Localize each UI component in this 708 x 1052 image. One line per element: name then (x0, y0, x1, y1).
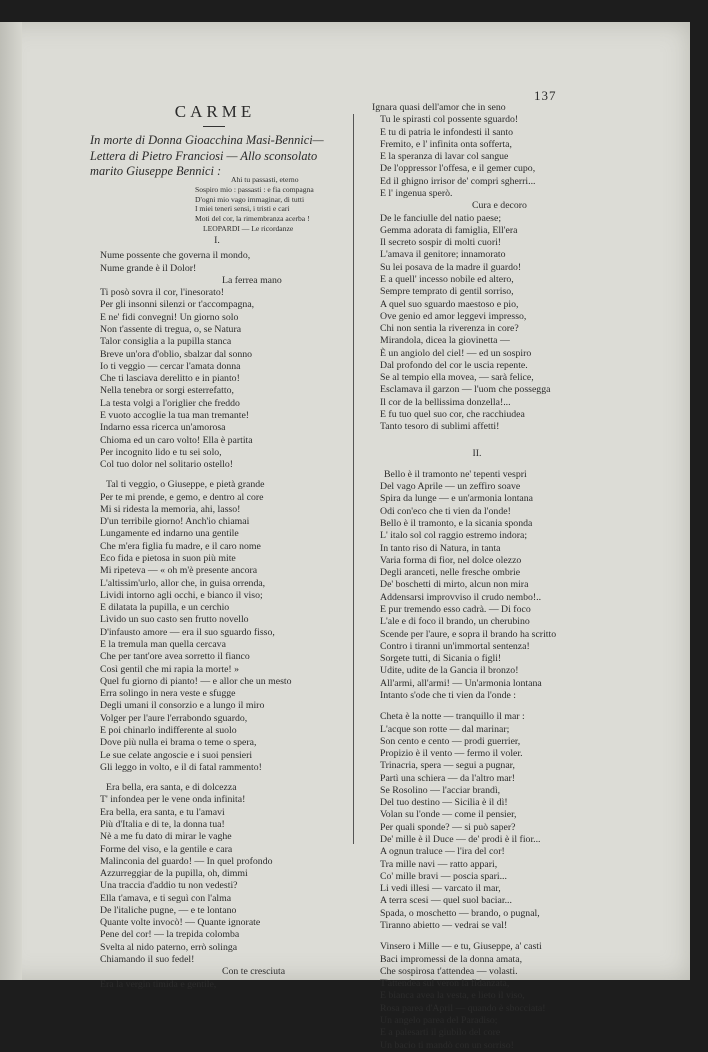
verse-line: T'attendea sul veron la fidanzata, (380, 978, 510, 990)
page-fold (0, 22, 22, 980)
verse-line: A terra scesi — quel suol baciar... (380, 895, 512, 907)
verse-line: Dal profondo del cor le uscia repente. (380, 359, 528, 371)
newspaper-page (0, 22, 690, 1051)
section-heading: II. (472, 447, 482, 459)
verse-line: Spada, o moschetto — brando, o pugnal, (380, 907, 540, 919)
verse-line: Col tuo dolor nel solitario ostello! (100, 459, 234, 471)
verse-line: Del vago Aprile — un zeffiro soave (380, 481, 521, 493)
verse-line: Partì una schiera — da l'altro mar! (380, 772, 516, 784)
verse-line: L'altissim'urlo, allor che, in guisa orrenda, (100, 577, 266, 589)
verse-line: Se Rosolino — l'acciar brandì, (380, 784, 501, 796)
dedication-line: In morte di Donna Gioacchina Masi-Bennici— (90, 133, 324, 147)
verse-line: Ed il ghigno irrisor de' compri sgherri... (380, 175, 536, 187)
verse-line: Un angelo parea del Paradiso; (380, 1014, 498, 1026)
verse-line: Tra mille navi — ratto appari, (380, 858, 498, 870)
verse-line: Era la vergin timida e gentile, (100, 978, 217, 990)
verse-line: A quel suo sguardo maestoso e pio, (380, 298, 519, 310)
verse-line: Indarno essa ricerca un'amorosa (100, 422, 226, 434)
left-column (92, 235, 342, 991)
verse-line: E l' ingenua sperò. (380, 187, 453, 199)
verse-line: La ferrea mano (222, 274, 282, 286)
verse-line: Così gentil che mi rapia la morte! » (100, 663, 240, 675)
verse-line: Volan su l'onde — come il pensier, (380, 809, 517, 821)
verse-line: Con te cresciuta (222, 966, 286, 978)
verse-line: L' italo sol col raggio estremo indora; (380, 530, 528, 542)
verse-line: D'infausto amore — era il suo sguardo fisso, (100, 626, 275, 638)
verse-line: Per te mi prende, e gemo, e dentro al core (100, 491, 264, 503)
verse-line: Gemma adorata di famiglia, Ell'era (380, 224, 518, 236)
verse-line: Degli umani il consorzio e a lungo il miro (100, 700, 265, 712)
verse-line: Era bella, era santa, e tu l'amavi (100, 806, 225, 818)
verse-line: Co' mille bravi — poscia spari... (380, 870, 507, 882)
verse-line: Chiamando il suo fedel! (100, 954, 195, 966)
verse-line: Scende per l'aure, e sopra il brando ha scritto (380, 628, 557, 640)
verse-line: Che sospirosa t'attendea — volasti. (380, 965, 518, 977)
verse-line: Nume grande è il Dolor! (100, 262, 197, 274)
verse-line: Svelta al nido paterno, errò solinga (100, 941, 238, 953)
verse-line: Che per tant'ore avea sorretto il fianco (100, 651, 250, 663)
verse-line: E vuoto accoglie la tua man tremante! (100, 409, 250, 421)
verse-line: E a quell' incesso nobile ed altero, (380, 273, 514, 285)
verse-line: Spira da lunge — e un'armonia lontana (380, 493, 534, 505)
verse-line: De' boschetti di mirto, alcun non mira (380, 579, 529, 591)
verse-line: Vinsero i Mille — e tu, Giuseppe, a' casti (380, 941, 542, 953)
verse-line: Bello è il tramonto ne' tepenti vespri (384, 468, 527, 480)
verse-line: Una traccia d'addio tu non vedesti? (100, 880, 238, 892)
verse-line: Tu le spirasti col possente sguardo! (380, 114, 519, 126)
right-column (372, 102, 582, 1052)
verse-line: Chi non sentia la riverenza in core? (380, 323, 519, 335)
verse-line: E la tremula man quella cercava (100, 639, 226, 650)
verse-line: E fu tuo quel suo cor, che racchiudea (380, 409, 525, 421)
verse-line: Pene del cor! — la trepida colomba (100, 929, 240, 941)
verse-line: E pur tremendo esso cadrà. — Di foco (380, 603, 531, 615)
verse-line: De' mille è il Duce — de' prodi è il fior... (380, 834, 541, 846)
verse-line: Tanto tesoro di sublimi affetti! (380, 421, 500, 433)
verse-line: Per gli insonni silenzi or t'accompagna, (100, 299, 255, 311)
verse-line: Più d'Italia e di te, la donna tua! (100, 818, 225, 830)
verse-line: D'un terribile giorno! Anch'io chiamai (100, 516, 250, 528)
verse-line: Su lei posava de la madre il guardo! (380, 261, 522, 273)
verse-line: Cheta è la notte — tranquillo il mar : (380, 711, 525, 723)
verse-line: Ignara quasi dell'amor che in seno (372, 102, 506, 113)
verse-line: Le sue celate angoscie e i suoi pensieri (100, 749, 253, 761)
verse-line: De l'oppressor l'offesa, e il gemer cupo, (380, 163, 536, 175)
verse-line: Lividi intorno agli occhi, e bianco il viso; (100, 589, 263, 601)
stanza (92, 782, 342, 991)
epigraph-line: Sospiro mio : passasti : e fia compagna (195, 184, 314, 194)
verse-line: De l'italiche pugne, — e te lontano (100, 904, 237, 916)
verse-line: Contro i tiranni un'immortal sentenza! (380, 640, 530, 652)
verse-line: Esclamava il garzon — l'uom che possegga (380, 384, 551, 396)
verse-line: Azzurreggiar de la pupilla, oh, dimmi (100, 868, 248, 880)
verse-line: Addensarsi improvviso il crudo nembo!.. (380, 591, 542, 603)
epigraph-line: I miei teneri sensi, i tristi e cari (195, 204, 290, 214)
verse-line: Propizio è il vento — fermo il voler. (380, 748, 523, 760)
verse-line: E ne' fidi convegni! Un giorno solo (100, 311, 239, 323)
verse-line: Degli aranceti, nelle fresche ombrie (380, 567, 521, 579)
verse-line: De le fanciulle del natio paese; (380, 212, 502, 224)
column-divider (353, 114, 354, 844)
verse-line: T' infondea per le vene onda infinita! (100, 794, 246, 806)
verse-line: Mi ripeteva — « oh m'è presente ancora (100, 565, 258, 577)
verse-line: Per quali sponde? — si può saper? (380, 821, 516, 833)
verse-line: Io ti veggio — cercar l'amata donna (100, 360, 241, 372)
stanza (92, 250, 342, 471)
verse-line: Ella t'amava, e ti seguì con l'alma (100, 892, 232, 904)
verse-line: Sorgete tutti, di Sicania o figli! (380, 653, 502, 665)
dedication-line: Lettera di Pietro Franciosi — Allo sconsolato (90, 148, 318, 163)
verse-line: Bello è il tramonto, e la sicania sponda (380, 518, 533, 529)
epigraph-source: LEOPARDI — Le ricordanze (203, 223, 294, 233)
verse-line: Del tuo destino — Sicilia è il dì! (380, 797, 508, 809)
verse-line: E tu di patria le infondesti il santo (380, 126, 514, 138)
verse-line: Mi si ridesta la memoria, ahi, lasso! (100, 503, 241, 515)
verse-line: Era bella, era santa, e di dolcezza (106, 782, 237, 794)
verse-line: Per incognito lido e tu sei solo, (100, 446, 222, 458)
verse-line: Nella tenebra or sorgi esterrefatto, (100, 385, 234, 397)
verse-line: E a palesarti il giubilo del core (380, 1027, 501, 1039)
verse-line: È un angiolo del ciel! — ed un sospiro (380, 347, 532, 359)
verse-line: Lìvido un suo casto sen frutto novello (100, 614, 249, 626)
verse-line: Lungamente ed indarno una gentile (100, 528, 239, 540)
verse-line: L'ale e di foco il brando, un cherubino (380, 616, 530, 628)
verse-line: Non t'assente di tregua, o, se Natura (100, 323, 242, 335)
verse-line: Tiranno abietto — vedrai se val! (380, 920, 508, 931)
title-rule (203, 126, 225, 127)
epigraph-line: D'ogni mio vago immaginar, di tutti (195, 194, 305, 204)
verse-line: Varia forma di fior, nel dolce olezzo (380, 554, 522, 566)
stanza (372, 711, 582, 932)
verse-line: L'acque son rotte — dal marinar; (380, 723, 510, 735)
epigraph-line: Ahi tu passasti, eterno (231, 175, 299, 184)
verse-line: Rosa parea d'April — quando è sbocciata! (380, 1002, 546, 1014)
verse-line: La testa volgi a l'origlier che freddo (100, 397, 240, 409)
verse-line: Intanto s'ode che ti vien da l'onde : (380, 689, 517, 701)
verse-line: Nè a me fu dato di mirar le vaghe (100, 831, 232, 843)
epigraph (195, 175, 345, 234)
verse-line: Chioma ed un caro volto! Ella è partita (100, 434, 253, 446)
verse-line: E dilatata la pupilla, e un cerchio (100, 602, 230, 614)
verse-line: Volger per l'aure l'errabondo sguardo, (100, 712, 248, 724)
verse-line: Erra solingo in nera veste e sfugge (100, 688, 236, 700)
verse-line: Tal ti veggio, o Giuseppe, e pietà grande (106, 479, 265, 491)
verse-line: Quante volte invocò! — Quante ignorate (100, 917, 261, 929)
verse-line: Gli leggo in volto, e il di fatal rammento! (100, 761, 262, 773)
verse-line: Eco fida e pietosa in suon più mite (100, 553, 236, 565)
verse-line: Trinacria, spera — segui a pugnar, (380, 760, 516, 772)
verse-line: Il cor de la bellissima donzella!... (380, 396, 511, 408)
verse-line: Il secreto sospir di molti cuori! (380, 237, 502, 249)
verse-line: E poi chinarlo indifferente al suolo (100, 724, 237, 736)
stanza (372, 102, 582, 434)
page-number: 137 (534, 88, 557, 103)
verse-line: Sempre temprato di gentil sorriso, (380, 286, 514, 298)
verse-line: Baci impromessi de la donna amata, (380, 953, 523, 965)
stanza (92, 479, 342, 774)
dedication-line: marito Giuseppe Bennici : (90, 164, 222, 178)
dedication (90, 133, 350, 180)
verse-line: Son cento e cento — prodi guerrier, (380, 735, 521, 747)
verse-line: Breve un'ora d'oblio, sbalzar dal sonno (100, 348, 253, 360)
verse-line: L'amava il genitore; innamorato (380, 249, 506, 261)
verse-line: In tanto riso di Natura, in tanta (380, 542, 501, 554)
verse-line: Quel fu giorno di pianto! — e allor che un mesto (100, 675, 292, 687)
verse-line: Odi con'eco che ti vien da l'onde! (380, 505, 511, 517)
verse-line: Che ti lasciava derelitto e in pianto! (100, 373, 240, 385)
verse-line: Nume possente che governa il mondo, (100, 250, 251, 262)
verse-line: Li vedi illesi — varcato il mar, (380, 883, 501, 895)
verse-line: Fremito, e l' infinita onta sofferta, (380, 138, 512, 150)
verse-line: Malinconia del guardo! — In quel profondo (100, 855, 273, 867)
poem-title: CARME (174, 102, 256, 121)
stanza (372, 941, 582, 1052)
verse-line: Udite, udite de la Gancia il bronzo! (380, 665, 519, 677)
verse-line: All'armi, all'armi! — Un'armonia lontana (380, 677, 542, 689)
section-heading: I. (214, 235, 220, 246)
verse-line: Se al tempio ella movea, — sarà felice, (380, 372, 534, 384)
verse-line: E bianca avea la vesta, e lieto il viso, (380, 990, 525, 1002)
verse-line: E la speranza di lavar col sangue (380, 151, 509, 163)
verse-line: Un bacio ti mandò con un sorriso! (380, 1039, 514, 1051)
verse-line: A ognun traluce — l'ira del cor! (380, 846, 505, 858)
verse-line: Talor consiglia a la pupilla stanca (100, 336, 232, 348)
verse-line: Mirandola, dicea la giovinetta — (380, 335, 510, 347)
epigraph-line: Moti del cor, la rimembranza acerba ! (195, 214, 310, 224)
verse-line: Ti posò sovra il cor, l'inesorato! (100, 287, 225, 299)
verse-line: Ove genio ed amor leggevi impresso, (380, 310, 527, 322)
verse-line: Che m'era figlia fu madre, e il caro nome (100, 540, 261, 552)
stanza (372, 469, 582, 702)
verse-line: Forme del viso, e la gentile e cara (100, 843, 233, 855)
verse-line: Dove più nulla ei brama o teme o spera, (100, 737, 257, 749)
verse-line: Cura e decoro (472, 200, 527, 212)
